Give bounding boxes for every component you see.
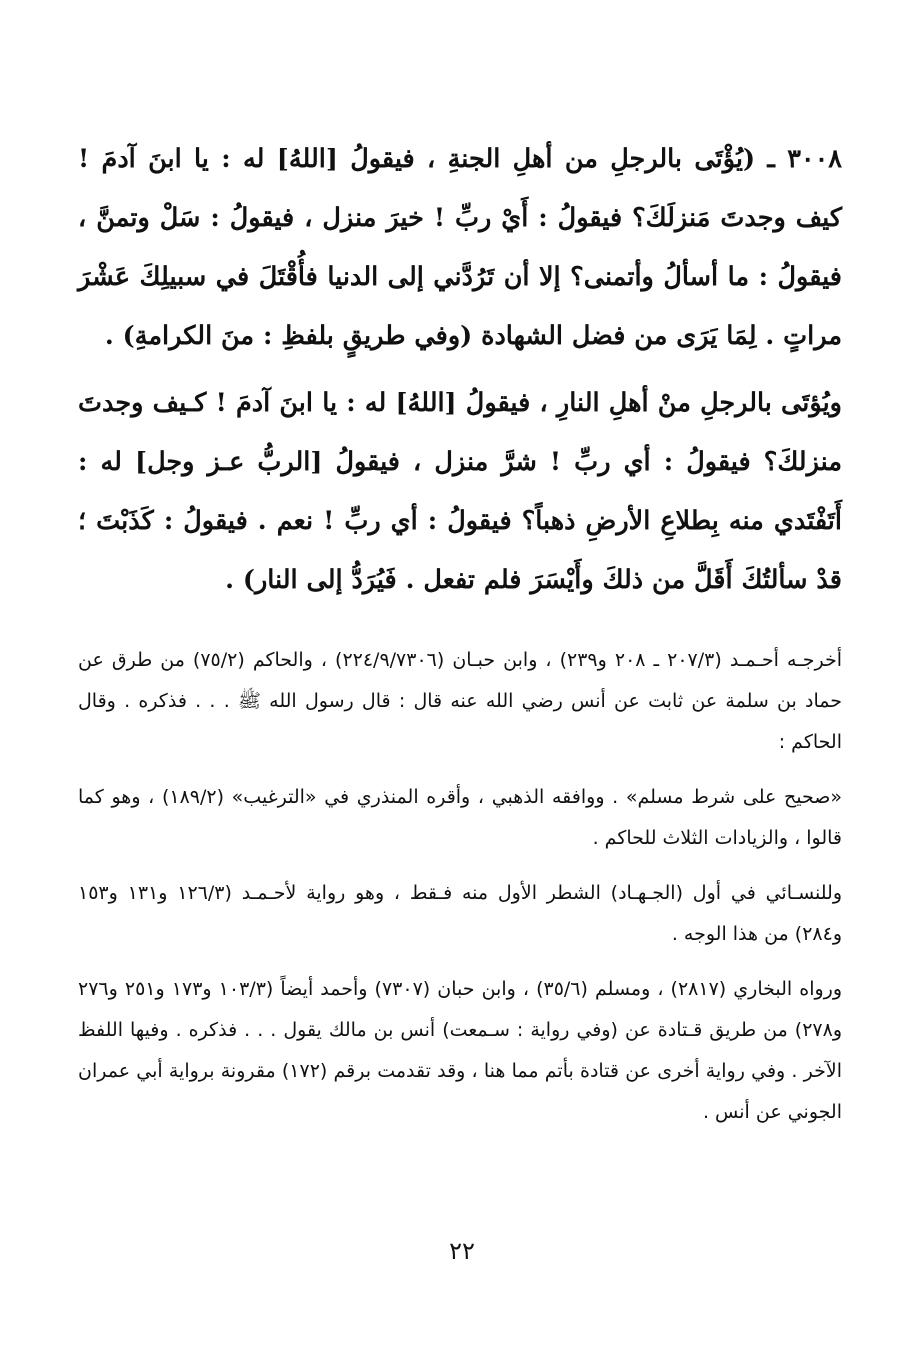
takhrij-note-3: وللنسـائي في أول (الجـهـاد) الشطر الأول منه فـقط ، وهو رواية لأحـمـد (١٢٦/٣ و١٣١ و١٥٣ و٢٨٤) من هذا الوجه . <box>78 882 843 945</box>
hadith-text-paragraph-2: ويُؤتَى بالرجلِ منْ أهلِ النارِ ، فيقولُ [اللهُ] له : يا ابنَ آدمَ ! كـيف وجدتَ منزلكَ؟ فيقولُ : أي ربِّ ! شرَّ منزل ، فيقولُ [الربُّ عـز وجل] له : أَتَفْتَدي منه بِطلاعِ الأرضِ ذهباً؟ فيقولُ : أي ربِّ ! نعم . فيقولُ : كَذَبْتَ ؛ قدْ سألتُكَ أَقَلَّ من ذلكَ وأَيْسَرَ فلم تفعل . فَيُرَدُّ إلى النار) . <box>78 388 842 595</box>
takhrij-note-1: أخرجـه أحـمـد (٢٠٧/٣ ـ ٢٠٨ و٢٣٩) ، وابن حبـان (٢٢٤/٩/٧٣٠٦) ، والحاكم (٧٥/٢) من طرق عن حماد بن سلمة عن ثابت عن أنس رضي الله عنه قال : قال رسول الله ﷺ . . . فذكره . وقال الحاكم : <box>78 649 842 753</box>
takhrij-note-4: ورواه البخاري (٢٨١٧) ، ومسلم (٣٥/٦) ، وابن حبان (٧٣٠٧) وأحمد أيضاً (١٠٣/٣ و١٧٣ و٢٥١ و٢٧٦ و٢٧٨) من طريق قـتادة عن (وفي رواية : سـمعت) أنس بن مالك يقول . . . فذكره . وفيها اللفظ الآخر . وفي رواية أخرى عن قتادة بأتم مما هنا ، وقد تقدمت برقم (١٧٢) مقرونة برواية أبي عمران الجوني عن أنس . <box>78 978 843 1123</box>
hadith-text-paragraph-1: ٣٠٠٨ ـ (يُؤْتَى بالرجلِ من أهلِ الجنةِ ، فيقولُ [اللهُ] له : يا ابنَ آدمَ ! كيف وجدتَ مَنزلَكَ؟ فيقولُ : أَيْ ربِّ ! خيرَ منزل ، فيقولُ : سَلْ وتمنَّ ، فيقولُ : ما أسألُ وأتمنى؟ إلا أن تَرُدَّني إلى الدنيا فأُقْتَلَ في سبيلِكَ عَشْرَ مراتٍ . لِمَا يَرَى من فضل الشهادة (وفي طريقٍ بلفظِ : منَ الكرامةِ) . <box>78 144 842 351</box>
page-number: ٢٢ <box>449 1237 475 1265</box>
page-body <box>78 130 842 1133</box>
takhrij-note-2: «صحيح على شرط مسلم» . ووافقه الذهبي ، وأقره المنذري في «الترغيب» (١٨٩/٢) ، وهو كما قالوا ، والزيادات الثلاث للحاكم . <box>78 786 843 849</box>
